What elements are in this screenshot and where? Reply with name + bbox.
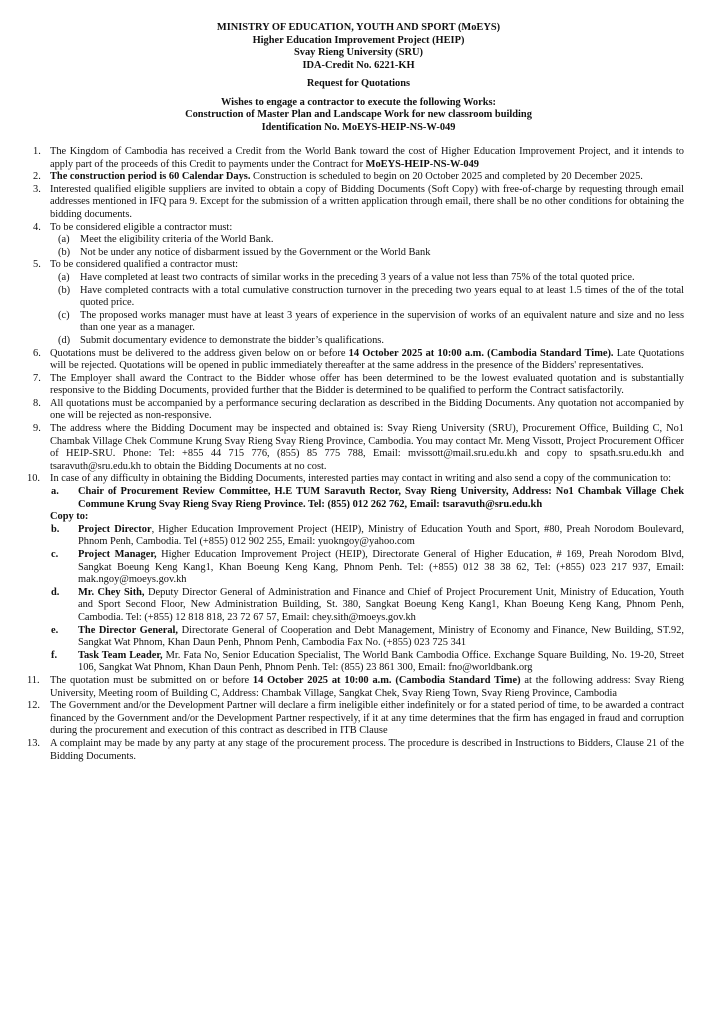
contact-b: b. Project Director, Higher Education Improvement Project (HEIP), Ministry of Education Youth and Sport, #80, Preah Norodom Boulevard, Phnom Penh, Cambodia. Tel (+855) 012 902 255, Email: yuokngoy@yahoo.com xyxy=(51,523,684,548)
identification-number: Identification No. MoEYS-HEIP-NS-W-049 xyxy=(261,121,456,133)
clause-2: 2. The construction period is 60 Calendar Days. Construction is scheduled to begin on 20 October 2025 and completed by 20 December 2025. xyxy=(33,171,643,183)
clause-4a: (a) Meet the eligibility criteria of the World Bank. xyxy=(58,234,274,246)
clause-13: 13. A complaint may be made by any party at any stage of the procurement process. The procedure is described in Instructions to Bidders, Clause 21 of the Bidding Documents. xyxy=(27,737,684,762)
clause-5b: (b) Have completed contracts with a total cumulative construction turnover in the preceding two years equal to at least 1.5 times of the of the total quoted price. xyxy=(58,284,684,309)
rfq-title: Request for Quotations xyxy=(306,78,411,89)
clause-3: 3. Interested qualified eligible suppliers are invited to obtain a copy of Bidding Documents (Soft Copy) with free-of-charge by requesting through email addresses mentioned in IFQ para 9. Except for the submission of a written application through email, there shall be no other conditions for obtaining the bidding documents. xyxy=(33,183,684,220)
clause-12: 12. The Government and/or the Development Partner will declare a firm ineligible either indefinitely or for a stated period of time, to be awarded a contract financed by the Government and/or the Development Partner respectively, if it at any time determines that the firm has engaged in fraud and corruption during the procurement and execution of this contract as described in ITB Clause xyxy=(27,700,684,737)
ministry-title: MINISTRY OF EDUCATION, YOUTH AND SPORT (MoEYS) xyxy=(216,22,501,33)
contact-a: a. Chair of Procurement Review Committee, H.E TUM Saravuth Rector, Svay Rieng University, Address: No1 Chambak Village Chek Commune Krung Svay Rieng Svay Rieng Province. Tel: (855) 012 262 762, Email: tsaravuth@sru.edu.kh xyxy=(51,486,684,510)
clause-6: 6. Quotations must be delivered to the address given below on or before 14 October 2025 at 10:00 a.m. (Cambodia Standard Time). Late Quotations will be rejected. Quotations will be opened in public immediately thereafter at the same address in the presence of the Bidders' representatives. xyxy=(33,347,684,372)
clause-8: 8. All quotations must be accompanied by a performance securing declaration as described in the Bidding Documents. Any quotation not accompanied by one will be rejected as non-responsive. xyxy=(33,397,684,422)
clause-4: 4. To be considered eligible a contractor must: xyxy=(33,221,233,233)
project-title: Higher Education Improvement Project (HEIP) xyxy=(252,34,465,46)
clause-5c: (c) The proposed works manager must have at least 3 years of experience in the supervision of works of an equivalent nature and size and no less than one year as a manager. xyxy=(58,309,684,334)
document-header xyxy=(33,22,684,134)
contact-d: d. Mr. Chey Sith, Deputy Director General of Administration and Finance and Chief of Project Procurement Unit, Ministry of Education, Youth and Sport Second Floor, New Administration Building, St. 380, Sangkat Boeung Keng Kang1, Khan Boeung Keng Kang, Phnom Penh, Cambodia. Tel: (+855) 12 818 818, 23 72 67 57, Email: chey.sith@moeys.gov.kh xyxy=(51,586,684,623)
clause-11: 11. The quotation must be submitted on or before 14 October 2025 at 10:00 a.m. (Cambodia Standard Time) at the following address: Svay Rieng University, Meeting room of Building C, Address: Chambak Village, Sangkat Chek, Svay Rieng Town, Svay Rieng Province, Cambodia xyxy=(27,674,684,699)
clause-4b: (b) Not be under any notice of disbarment issued by the Government or the World Bank xyxy=(58,246,431,258)
clause-5: 5. To be considered qualified a contractor must: xyxy=(33,259,238,271)
works-title: Construction of Master Plan and Landscape Work for new classroom building xyxy=(185,109,532,120)
clause-9: 9. The address where the Bidding Document may be inspected and obtained is: Svay Rieng University (SRU), Procurement Office, Building C, No1 Chambak Village Chek Commune Krung Svay Rieng Svay Rieng Province, Cambodia. You may contact Mr. Meng Vissott, Project Procurement Officer of HEIP-SRU. Phone: Tel: +855 44 715 776, (855) 85 775 788, Email: mvissott@mail.sru.edu.kh and copy to spsath.sru.edu.kh and tsaravuth@sru.edu.kh to obtain the Bidding Documents at no cost. xyxy=(33,423,684,472)
works-intro: Wishes to engage a contractor to execute the following Works: xyxy=(220,96,497,108)
clause-5d: (d) Submit documentary evidence to demonstrate the bidder’s qualifications. xyxy=(58,334,384,346)
copy-to-label: Copy to: xyxy=(50,511,89,523)
clause-5a: (a) Have completed at least two contracts of similar works in the preceding 3 years of a value not less than 75% of the total quoted price. xyxy=(58,271,635,283)
university-title: Svay Rieng University (SRU) xyxy=(293,47,423,58)
clause-7: 7. The Employer shall award the Contract to the Bidder whose offer has been determined to be the lowest evaluated quotation and is substantially responsive to the Bidding Documents, provided further that the Bidder is determined to be qualified to perform the Contract satisfactorily. xyxy=(33,372,684,397)
contact-f: f. Task Team Leader, Mr. Fata No, Senior Education Specialist, The World Bank Cambodia Office. Exchange Square Building, No. 19-20, Street 106, Sangkat Wat Phnom, Khan Daun Penh, Phnom Penh. Tel: (855) 23 861 300, Email: fno@worldbank.org xyxy=(51,649,684,674)
contact-e: e. The Director General, Directorate General of Cooperation and Debt Management, Ministry of Economy and Finance, New Building, ST.92, Sangkat Wat Phnom, Khan Daun Penh, Phnom Penh, Cambodia Fax No. (+855) 023 725 341 xyxy=(51,624,684,649)
document-page xyxy=(27,22,684,763)
clause-1: 1. The Kingdom of Cambodia has received a Credit from the World Bank toward the cost of Higher Education Improvement Project, and it intends to apply part of the proceeds of this Credit to payments under the Contract for MoEYS-HEIP-NS-W-049 xyxy=(33,146,684,170)
contact-c: c. Project Manager, Higher Education Improvement Project (HEIP), Directorate General of Higher Education, # 169, Preah Norodom Blvd, Sangkat Boeung Keng Kang1, Khan Boeung Keng Kang, Phnom Penh. Tel: (+855) 012 38 38 62, Tel: (+855) 023 217 937, Email: mak.ngoy@moeys.gov.kh xyxy=(51,549,684,586)
credit-number: IDA-Credit No. 6221-KH xyxy=(302,59,415,71)
clause-10: 10. In case of any difficulty in obtaining the Bidding Documents, interested parties may contact in writing and also send a copy of the communication to: xyxy=(27,473,672,485)
